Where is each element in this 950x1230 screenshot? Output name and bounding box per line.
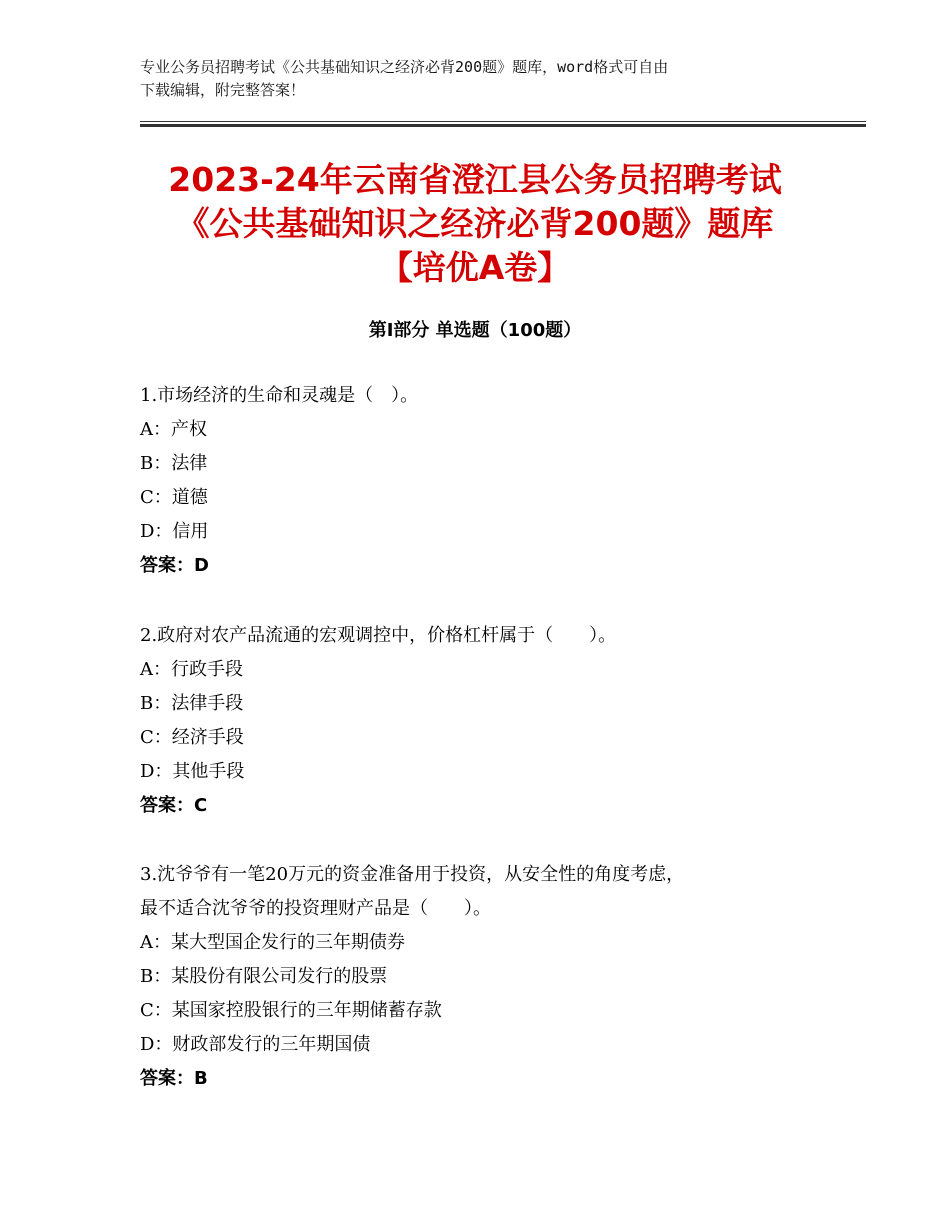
option-c: C：道德 <box>140 487 208 508</box>
option-b: B：法律 <box>140 453 208 474</box>
answer-label: 答案：C <box>140 795 208 816</box>
question-stem: 1.市场经济的生命和灵魂是（ ）。 <box>140 385 419 406</box>
title-line-2: 《公共基础知识之经济必背200题》题库 <box>176 204 774 243</box>
header-divider-thin <box>140 121 866 122</box>
question-stem: 2.政府对农产品流通的宏观调控中，价格杠杆属于（ ）。 <box>140 625 617 646</box>
option-d: D：信用 <box>140 521 209 542</box>
document-title <box>0 158 950 290</box>
option-b: B：法律手段 <box>140 693 244 714</box>
option-b: B：某股份有限公司发行的股票 <box>140 966 388 987</box>
option-a: A：行政手段 <box>140 659 243 680</box>
question-block <box>140 619 840 823</box>
section-title: 第Ⅰ部分 单选题（100题） <box>368 320 582 341</box>
title-line-1: 2023-24年云南省澄江县公务员招聘考试 <box>168 160 782 199</box>
option-c: C：经济手段 <box>140 727 244 748</box>
option-d: D：其他手段 <box>140 761 245 782</box>
question-block <box>140 858 840 1096</box>
option-a: A：产权 <box>140 419 207 440</box>
page-header <box>140 56 820 102</box>
header-divider-thick <box>140 124 866 127</box>
question-stem-continued: 最不适合沈爷爷的投资理财产品是（ ）。 <box>140 898 491 919</box>
header-line-2: 下载编辑，附完整答案！ <box>140 81 306 99</box>
option-a: A：某大型国企发行的三年期债券 <box>140 932 405 953</box>
question-stem: 3.沈爷爷有一笔20万元的资金准备用于投资，从安全性的角度考虑， <box>140 864 685 885</box>
title-line-3: 【培优A卷】 <box>379 248 571 287</box>
question-block <box>140 379 840 583</box>
answer-label: 答案：D <box>140 555 209 576</box>
option-c: C：某国家控股银行的三年期储蓄存款 <box>140 1000 442 1021</box>
header-line-1: 专业公务员招聘考试《公共基础知识之经济必背200题》题库，word格式可自由 <box>140 58 669 76</box>
option-d: D：财政部发行的三年期国债 <box>140 1034 371 1055</box>
answer-label: 答案：B <box>140 1068 208 1089</box>
